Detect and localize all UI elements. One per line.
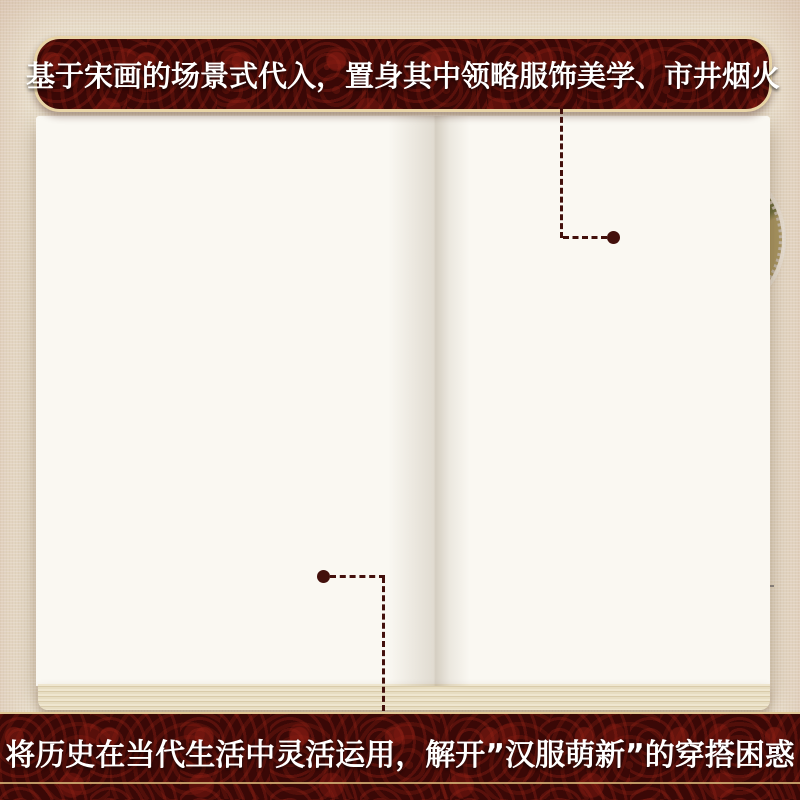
connector-top-dot [607,231,620,244]
bottom-banner-text: 将历史在当代生活中灵活运用，解开”汉服萌新”的穿搭困惑 [5,738,795,773]
book-page-edges [38,684,770,710]
connector-bottom-vertical [382,577,385,711]
book-pages [36,116,770,686]
connector-bottom-dot [317,570,330,583]
connector-top-vertical [560,108,563,238]
top-banner-text: 基于宋画的场景式代入，置身其中领略服饰美学、市井烟火 [26,58,781,93]
open-book [36,116,770,710]
bottom-banner [0,712,800,800]
connector-top-horizontal [563,236,607,239]
gold-divider-line [0,782,800,784]
connector-bottom-horizontal [330,575,385,578]
top-banner [26,36,781,112]
